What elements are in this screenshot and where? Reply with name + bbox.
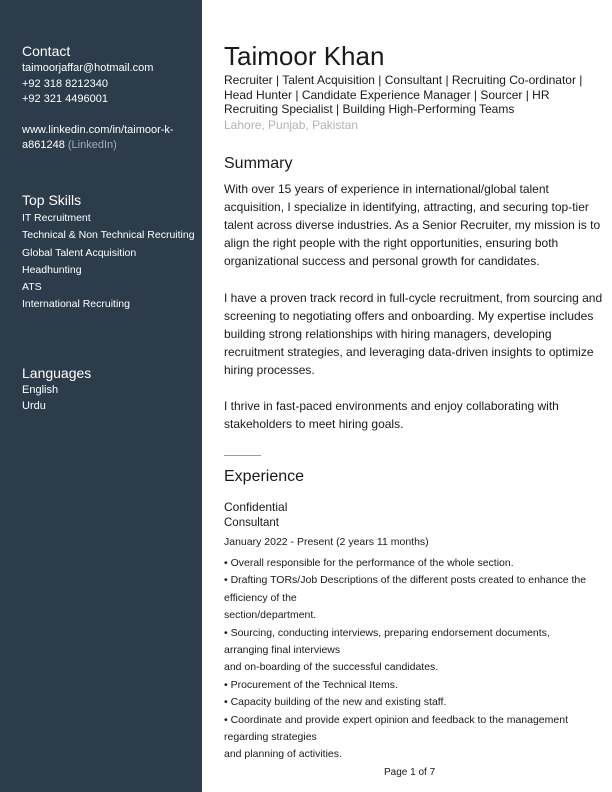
contact-email[interactable]: taimoorjaffar@hotmail.com [22,62,154,74]
skill-item: IT Recruitment [22,212,91,224]
contact-phone-2: +92 321 4496001 [22,93,108,105]
job-description-line: • Coordinate and provide expert opinion and feedback to the management [224,713,568,726]
top-skills-section [22,192,198,314]
job-description-line: • Procurement of the Technical Items. [224,678,398,691]
job-description-line: efficiency of the [224,591,297,604]
skill-item: Global Talent Acquisition [22,246,137,259]
contact-phone-1: +92 318 8212340 [22,77,108,90]
contact-section [22,43,198,154]
linkedin-label: (LinkedIn) [64,139,117,151]
job-description-line: • Sourcing, conducting interviews, preparing endorsement documents, [224,626,550,639]
skill-item: Technical & Non Technical Recruiting [22,229,195,242]
contact-heading: Contact [22,43,71,59]
job-description-line: section/department. [224,609,317,622]
skill-item: International Recruiting [22,298,130,311]
language-item: Urdu [22,399,46,412]
job-description-line: arranging final interviews [224,644,341,657]
job-description-line: • Capacity building of the new and existing staff. [224,696,447,709]
languages-heading: Languages [22,365,92,381]
job-title: Consultant [224,517,279,529]
languages-section [22,365,198,414]
sidebar [0,0,202,792]
summary-paragraph-2: I have a proven track record in full-cycle recruitment, from sourcing and screening to negotiating offers and onboarding. My expertise includes building strong relationships with hiring managers, developing recruitment strategies, and leveraging data-driven insights to optimize hiring processes. [224,291,603,377]
job-dates: January 2022 - Present (2 years 11 months) [224,536,429,548]
job-description-line: and on-boarding of the successful candidates. [224,661,439,674]
linkedin-url-line-1[interactable]: www.linkedin.com/in/taimoor-k- [22,123,174,136]
summary-paragraph-3: I thrive in fast-paced environments and enjoy collaborating with stakeholders to meet hiring goals. [224,399,559,431]
summary-heading: Summary [224,155,293,172]
job-company: Confidential [224,500,288,514]
job-description-line: and planning of activities. [224,748,342,761]
top-skills-heading: Top Skills [22,192,82,208]
linkedin-url-line-2[interactable] [22,138,198,154]
skill-item: ATS [22,281,42,294]
section-divider [224,455,261,456]
profile-name: Taimoor Khan [224,41,385,71]
experience-heading: Experience [224,468,305,485]
profile-location: Lahore, Punjab, Pakistan [224,118,359,132]
page-number: Page 1 of 7 [384,767,436,778]
linkedin-url-tail[interactable]: a861248 [22,139,65,151]
summary-paragraph-1: With over 15 years of experience in international/global talent acquisition, I specialize in identifying, attracting, and securing top-tier talent across diverse industries. As a Senior Recruiter, my mission is to align the right people with the right opportunities, ensuring both organizational success and personal growth for candidates. [224,182,601,268]
profile-headline: Recruiter | Talent Acquisition | Consultant | Recruiting Co-ordinator | Head Hunter | Candidate Experience Manager | Sourcer | HR Recruiting Specialist | Building High-Performing Teams [224,73,583,116]
job-description-line: regarding strategies [224,731,317,744]
skill-item: Headhunting [22,263,82,276]
job-description [224,555,600,764]
job-description-line: • Drafting TORs/Job Descriptions of the different posts created to enhance the [224,574,587,587]
job-description-line: • Overall responsible for the performance of the whole section. [224,557,514,569]
language-item: English [22,384,59,396]
